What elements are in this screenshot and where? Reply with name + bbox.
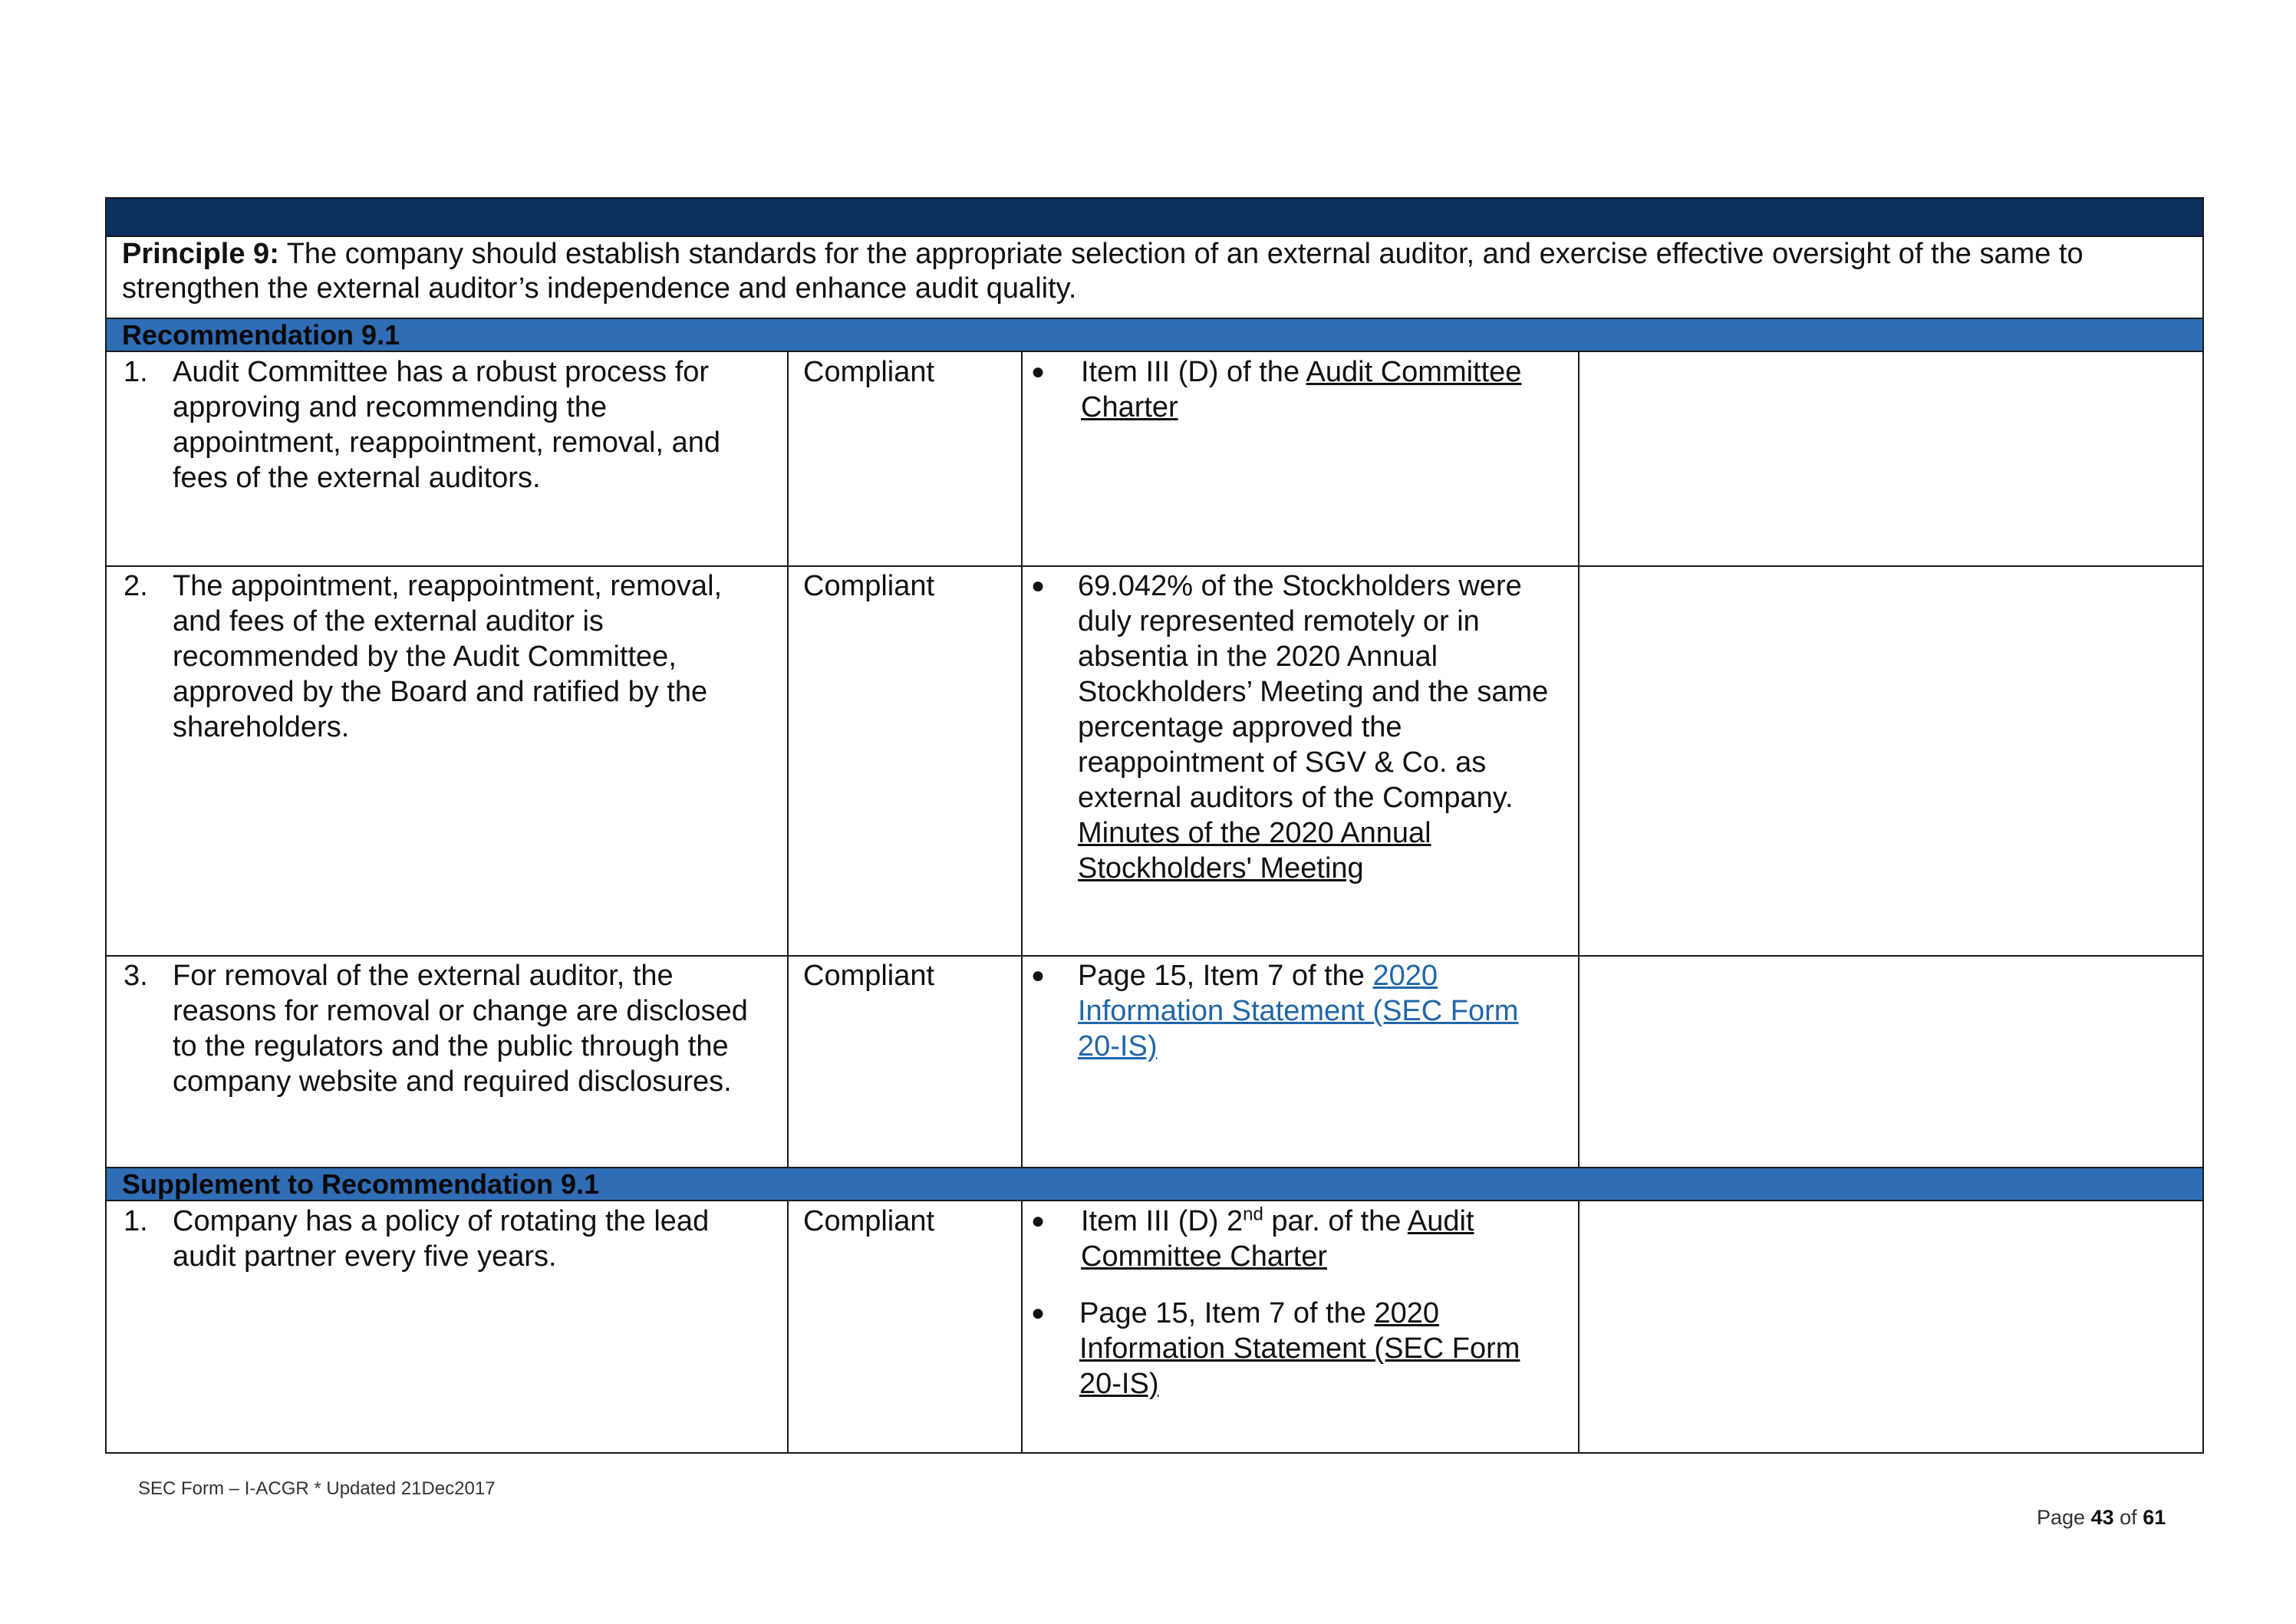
- explanation-middle: par. of the: [1263, 1205, 1408, 1237]
- compliance-status: Compliant: [803, 960, 935, 992]
- section-band-recommendation-9-1: Recommendation 9.1: [107, 318, 2202, 352]
- column-divider: [1578, 352, 1580, 1167]
- recommendation-text: Company has a policy of rotating the lead audit partner every five years.: [173, 1205, 710, 1273]
- principle-text: The company should establish standards for the appropriate selection of an external auditor, and exercise effective oversight of the same to strengthen the external auditor’s independence and enhance audit quality.: [122, 238, 2084, 305]
- recommendation-text: Audit Committee has a robust process for approving and recommending the appointment, reappointment, removal, and fees of the external auditors.: [173, 356, 720, 494]
- explanation-prefix: Item III (D) 2: [1081, 1205, 1244, 1237]
- row-number: 2.: [124, 570, 148, 602]
- column-divider: [787, 352, 789, 1167]
- column-divider: [1578, 1201, 1580, 1454]
- compliance-status: Compliant: [803, 1205, 935, 1237]
- page-current: 43: [2090, 1506, 2114, 1529]
- explanation-text: [1078, 568, 1573, 886]
- bullet-icon: ●: [1031, 1208, 1046, 1234]
- explanation-prefix: Page 15, Item 7 of the: [1079, 1297, 1375, 1329]
- column-divider: [1021, 352, 1023, 1167]
- audit-committee-charter-link[interactable]: Audit Committee Charter: [1081, 356, 1522, 423]
- bullet-icon: ●: [1031, 1300, 1046, 1326]
- compliance-status: Compliant: [803, 356, 935, 388]
- row-number: 1.: [124, 1205, 148, 1237]
- column-divider: [787, 1201, 789, 1454]
- bullet-icon: ●: [1031, 573, 1046, 598]
- row-divider: [107, 565, 2202, 567]
- explanation-prefix: 69.042% of the Stockholders were duly represented remotely or in absentia in the 2020 Annual Stockholders’ Meeting and the same percentage approved the reappointment of SGV & Co. as external auditors of the Company.: [1078, 570, 1549, 814]
- row-number: 3.: [124, 960, 148, 992]
- section-band-supplement-9-1: Supplement to Recommendation 9.1: [107, 1167, 2202, 1201]
- page-label: Page: [2037, 1506, 2086, 1529]
- audit-committee-charter-link[interactable]: Audit Committee Charter: [1081, 1205, 1474, 1273]
- bullet-icon: ●: [1031, 359, 1046, 384]
- explanation-text: [1081, 354, 1572, 425]
- explanation-text: [1078, 958, 1553, 1064]
- row-divider: [107, 955, 2202, 957]
- principle-label: Principle 9:: [122, 238, 279, 270]
- information-statement-link[interactable]: 2020 Information Statement (SEC Form 20-IS): [1079, 1297, 1520, 1400]
- table-header-bar: [107, 199, 2202, 237]
- minutes-asm-link[interactable]: Minutes of the 2020 Annual Stockholders' Meeting: [1078, 817, 1431, 884]
- column-divider: [1021, 1201, 1023, 1454]
- recommendation-text: For removal of the external auditor, the reasons for removal or change are disclosed to the regulators and the public through the company website and required disclosures.: [173, 960, 748, 1098]
- page-of: of: [2120, 1506, 2137, 1529]
- ordinal-superscript: nd: [1243, 1204, 1263, 1225]
- page-number: [2037, 1506, 2166, 1530]
- information-statement-link[interactable]: 2020 Information Statement (SEC Form 20-IS): [1078, 960, 1519, 1062]
- explanation-prefix: Page 15, Item 7 of the: [1078, 960, 1373, 992]
- bullet-icon: ●: [1031, 963, 1046, 988]
- row-number: 1.: [124, 356, 148, 388]
- explanation-prefix: Item III (D) of the: [1081, 356, 1306, 388]
- recommendation-text: The appointment, reappointment, removal, and fees of the external auditor is recommended by the Audit Committee, approved by the Board and ratified by the shareholders.: [173, 570, 723, 743]
- form-footer: SEC Form – I-ACGR * Updated 21Dec2017: [138, 1478, 496, 1499]
- explanation-text: [1079, 1296, 1555, 1402]
- compliance-status: Compliant: [803, 570, 935, 602]
- explanation-text: [1081, 1204, 1556, 1274]
- page-total: 61: [2143, 1506, 2166, 1529]
- principle-statement: [122, 237, 2186, 306]
- compliance-table: [105, 197, 2204, 1454]
